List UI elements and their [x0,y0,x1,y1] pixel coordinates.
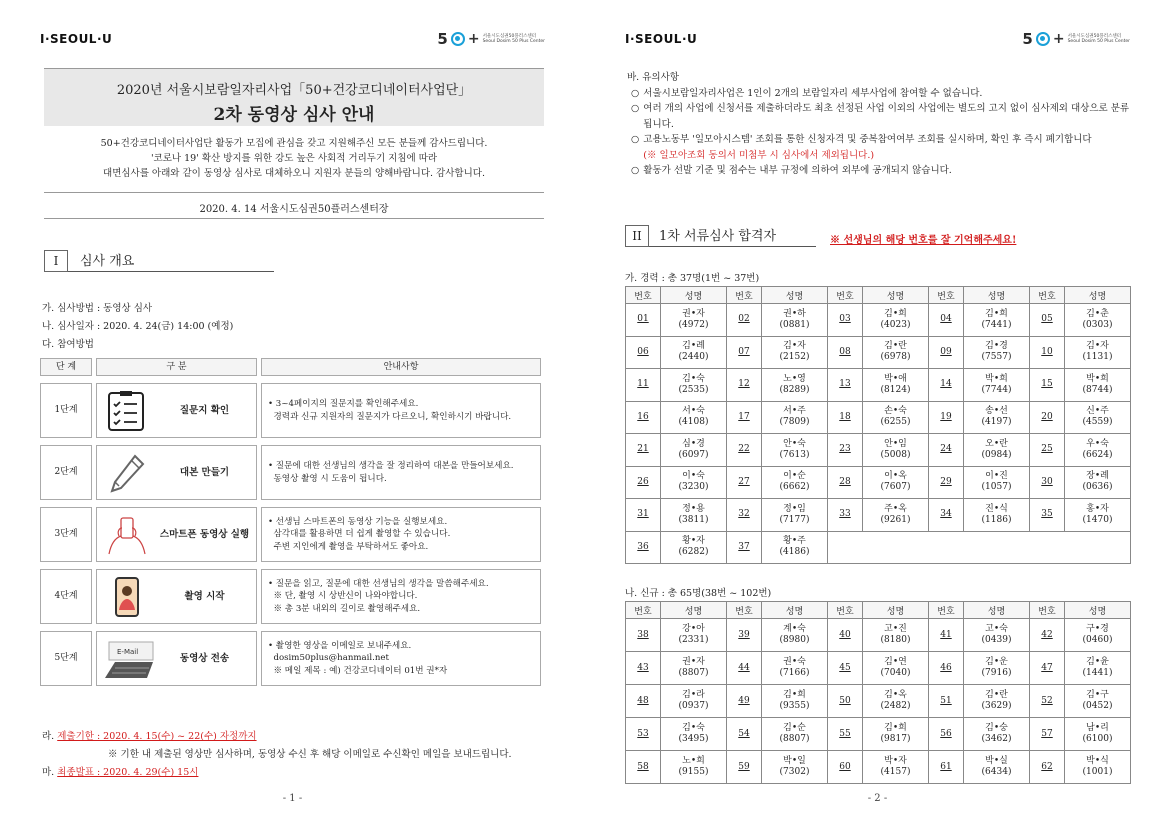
applicant-number: 44 [727,652,762,685]
notes-section: 바. 유의사항 ○ 서울시보람일자리사업은 1인이 2개의 보람일자리 세부사업에 참여할 수 없습니다. ○ 여러 개의 사업에 신청서를 제출하더라도 최초 선정된 사업 이외의 사업에는 별도의 고지 없이 심사제외 대상으로 분류됩니다. ○ 고용노동부 '일모아시스템' 조회를 통한 신청자격 및 중복참여여부 조회를 실시하며, 확인 후 즉시 폐기합니다 (※ 일모아조회 동의서 미첨부 시 심사에서 제외됩니다.) ○ 활동가 선발 기준 및 점수는 내부 규정에 의하여 외부에 공개되지 않습니다. [627,70,1137,179]
applicant-number: 28 [828,466,863,499]
applicant-name: 김•희 (9355) [762,685,828,718]
column-header: 번호 [1030,602,1065,619]
step-row: 5단계 E-Mail 동영상 전송 • 촬영한 영상을 이메일로 보내주세요. dosim50plus@hanmail.net ※ 메일 제목 : 예) 건강코디네이터 01번 권*자 [40,631,546,686]
applicant-number: 17 [727,401,762,434]
applicant-name: 김•자 (2152) [762,336,828,369]
column-header: 번호 [929,287,964,304]
table-row [626,499,1131,532]
table-row [626,466,1131,499]
applicant-number: 34 [929,499,964,532]
email-keyboard-icon [103,638,157,680]
applicant-number: 59 [727,751,762,784]
applicant-number: 22 [727,434,762,467]
phone-person-icon [105,576,149,618]
step-row: 2단계 대본 만들기 • 질문에 대한 선생님의 생각을 잘 정리하여 대본을 만들어보세요. 동영상 촬영 시 도움이 됩니다. [40,445,546,500]
column-header: 성명 [661,287,727,304]
applicant-number: 19 [929,401,964,434]
applicant-name: 김•구 (0452) [1065,685,1131,718]
column-header: 성명 [762,287,828,304]
applicant-number: 04 [929,304,964,337]
center-logo: 5 + 서울시도심권50플러스센터 Seoul Dosim 50 Plus Center [1022,30,1130,48]
applicant-name: 박•희 (8744) [1065,369,1131,402]
applicant-name: 박•일 (7302) [762,751,828,784]
final-line: 마. 최종발표 : 2020. 4. 29(수) 15시 [42,767,199,778]
applicant-name: 김•순 (8807) [762,718,828,751]
applicant-name: 신•주 (4559) [1065,401,1131,434]
date-line-2: 나. 심사일자 : 2020. 4. 24(금) 14:00 (예정) [42,321,234,332]
doc-title-2: 2차 동영상 심사 안내 [213,105,375,125]
join-line: 다. 참여방법 [42,339,94,350]
table-row [626,304,1131,337]
applicant-name: 이•순 (6662) [762,466,828,499]
applicant-number: 41 [929,619,964,652]
table-row [626,619,1131,652]
applicant-name: 정•용 (3811) [661,499,727,532]
applicant-name: 황•자 (6282) [661,531,727,564]
note-item: ○ 고용노동부 '일모아시스템' 조회를 통한 신청자격 및 중복참여여부 조회를 실시하며, 확인 후 즉시 폐기합니다 (※ 일모아조회 동의서 미첨부 시 심사에서 제외됩니다.) [631,134,1092,161]
applicant-number: 03 [828,304,863,337]
applicant-number: 14 [929,369,964,402]
applicant-name: 김•희 (4023) [863,304,929,337]
table-row [626,434,1131,467]
applicant-name: 진•식 (1186) [964,499,1030,532]
applicant-name: 김•란 (3629) [964,685,1030,718]
step-row: 4단계 촬영 시작 • 질문을 읽고, 질문에 대한 선생님의 생각을 말씀해주세요. ※ 단, 촬영 시 상반신이 나와야합니다. ※ 총 3분 내외의 길이로 촬영해주세요. [40,569,546,624]
step-row: 1단계 질문지 확인 • 3~4페이지의 질문지를 확인해주세요. 경력과 신규 지원자의 질문지가 다르오니, 확인하시기 바랍니다. [40,383,546,438]
column-header: 성명 [964,602,1030,619]
table-row [626,401,1131,434]
applicant-name: 김•희 (7441) [964,304,1030,337]
applicant-name: 박•희 (7744) [964,369,1030,402]
column-header: 번호 [727,287,762,304]
applicant-name: 김•운 (7916) [964,652,1030,685]
applicant-name: 이•숙 (3230) [661,466,727,499]
applicant-name: 박•식 (1001) [1065,751,1131,784]
column-header: 성명 [1065,602,1131,619]
applicant-number: 21 [626,434,661,467]
applicant-number: 48 [626,685,661,718]
date-line: 2020. 4. 14 서울시도심권50플러스센터장 [199,204,389,215]
intro-text: 50+건강코디네이터사업단 활동가 모집에 관심을 갖고 지원해주신 모든 분들께 감사드립니다. '코로나 19' 확산 방지를 위한 강도 높은 사회적 거리두기 지침에 따라 대면심사를 아래와 같이 동영상 심사로 대체하오니 지원자 분들의 양해바랍니다. 감사합니다. [100,138,488,179]
applicant-number: 29 [929,466,964,499]
applicant-name: 김•숙 (2535) [661,369,727,402]
empty-cell [828,531,1131,564]
page-header [40,30,545,50]
applicant-name: 주•옥 (9261) [863,499,929,532]
applicant-number: 30 [1030,466,1065,499]
column-header: 번호 [929,602,964,619]
applicant-name: 김•라 (0937) [661,685,727,718]
deadline-note: ※ 기한 내 제출된 영상만 심사하며, 동영상 수신 후 해당 이메일로 수신확인 메일을 보내드립니다. [108,749,512,760]
applicant-number: 10 [1030,336,1065,369]
applicant-number: 35 [1030,499,1065,532]
applicant-number: 24 [929,434,964,467]
pencil-icon [105,452,149,494]
group-b-label: 나. 신규 : 총 65명(38번 ~ 102번) [625,588,772,599]
applicant-number: 55 [828,718,863,751]
applicant-name: 김•란 (6978) [863,336,929,369]
column-header: 번호 [1030,287,1065,304]
applicant-name: 송•선 (4197) [964,401,1030,434]
applicant-number: 13 [828,369,863,402]
applicant-name: 황•주 (4186) [762,531,828,564]
page-header [625,30,1130,50]
divider [44,218,544,219]
applicant-number: 38 [626,619,661,652]
applicant-number: 49 [727,685,762,718]
applicant-number: 06 [626,336,661,369]
applicant-number: 46 [929,652,964,685]
note-item: ○ 서울시보람일자리사업은 1인이 2개의 보람일자리 세부사업에 참여할 수 없습니다. [631,87,983,99]
applicant-name: 김•희 (9817) [863,718,929,751]
table-row [626,685,1131,718]
applicant-name: 안•숙 (7613) [762,434,828,467]
page-number: - 2 - [867,793,888,804]
applicant-name: 노•희 (9155) [661,751,727,784]
applicant-number: 47 [1030,652,1065,685]
applicant-number: 51 [929,685,964,718]
applicant-number: 58 [626,751,661,784]
applicant-number: 05 [1030,304,1065,337]
table-row [626,652,1131,685]
applicant-name: 권•하 (0881) [762,304,828,337]
applicant-name: 오•란 (0984) [964,434,1030,467]
applicant-name: 계•숙 (8980) [762,619,828,652]
applicant-number: 37 [727,531,762,564]
applicant-number: 02 [727,304,762,337]
column-header: 성명 [863,287,929,304]
column-header: 성명 [1065,287,1131,304]
applicant-name: 박•자 (4157) [863,751,929,784]
applicant-name: 손•숙 (6255) [863,401,929,434]
table-row [626,751,1131,784]
column-header: 성명 [964,287,1030,304]
note-item: ○ 활동가 선발 기준 및 점수는 내부 규정에 의하여 외부에 공개되지 않습니다. [631,165,952,176]
applicant-number: 32 [727,499,762,532]
applicant-name: 서•주 (7809) [762,401,828,434]
applicant-name: 우•숙 (6624) [1065,434,1131,467]
svg-text:E-Mail: E-Mail [117,648,139,656]
applicant-number: 26 [626,466,661,499]
smartphone-hands-icon [105,514,149,556]
center-logo: 5 + 서울시도심권50플러스센터 Seoul Dosim 50 Plus Center [437,30,545,48]
section-heading-1: I 심사 개요 [44,250,274,272]
divider [44,192,544,193]
iseoulu-logo: I·SEOUL·U [40,32,113,46]
table-row [626,718,1131,751]
column-header: 번호 [626,602,661,619]
circle-logo-icon [1036,32,1050,46]
table-row [626,336,1131,369]
applicant-name: 김•윤 (1441) [1065,652,1131,685]
remember-note: ※ 선생님의 해당 번호를 잘 기억해주세요! [830,235,1017,246]
applicant-name: 권•자 (4972) [661,304,727,337]
group-a-table [625,286,1131,564]
section-heading-2: II 1차 서류심사 합격자 ※ 선생님의 해당 번호를 잘 기억해주세요! [625,225,1016,247]
applicant-number: 45 [828,652,863,685]
applicant-name: 이•옥 (7607) [863,466,929,499]
applicant-number: 08 [828,336,863,369]
applicant-number: 12 [727,369,762,402]
applicant-name: 김•춘 (0303) [1065,304,1131,337]
applicant-number: 09 [929,336,964,369]
applicant-name: 심•경 (6097) [661,434,727,467]
applicant-name: 구•경 (0460) [1065,619,1131,652]
column-header: 번호 [828,602,863,619]
applicant-name: 김•숭 (3462) [964,718,1030,751]
page-number: - 1 - [282,793,303,804]
applicant-number: 62 [1030,751,1065,784]
applicant-number: 25 [1030,434,1065,467]
applicant-number: 53 [626,718,661,751]
applicant-number: 16 [626,401,661,434]
steps-header: 단 계 구 분 안내사항 [40,358,546,376]
checklist-icon [105,390,149,432]
group-a-label: 가. 경력 : 총 37명(1번 ~ 37번) [625,273,760,284]
applicant-number: 23 [828,434,863,467]
applicant-name: 권•자 (8807) [661,652,727,685]
applicant-number: 36 [626,531,661,564]
table-header-row [626,287,1131,304]
column-header: 성명 [863,602,929,619]
applicant-name: 장•례 (0636) [1065,466,1131,499]
step-row: 3단계 스마트폰 동영상 실행 • 선생님 스마트폰의 동영상 기능을 실행보세요. 삼각대를 활용하면 더 쉽게 촬영할 수 있습니다. 주변 지인에게 촬영을 부탁하셔도 좋아요. [40,507,546,562]
column-header: 번호 [626,287,661,304]
applicant-number: 60 [828,751,863,784]
applicant-number: 43 [626,652,661,685]
doc-title-1: 2020년 서울시보람일자리사업「50+건강코디네이터사업단」 [116,83,472,98]
table-header-row [626,602,1131,619]
applicant-number: 50 [828,685,863,718]
applicant-name: 강•아 (2331) [661,619,727,652]
applicant-name: 이•진 (1057) [964,466,1030,499]
column-header: 번호 [727,602,762,619]
applicant-name: 정•임 (7177) [762,499,828,532]
applicant-name: 김•경 (7557) [964,336,1030,369]
column-header: 번호 [828,287,863,304]
page-2 [585,0,1170,827]
applicant-name: 서•숙 (4108) [661,401,727,434]
applicant-name: 김•숙 (3495) [661,718,727,751]
applicant-number: 33 [828,499,863,532]
applicant-number: 42 [1030,619,1065,652]
group-b-table [625,601,1131,784]
applicant-number: 11 [626,369,661,402]
applicant-number: 52 [1030,685,1065,718]
applicant-name: 홍•자 (1470) [1065,499,1131,532]
applicant-name: 김•옥 (2482) [863,685,929,718]
column-header: 성명 [762,602,828,619]
applicant-number: 31 [626,499,661,532]
method-line: 가. 심사방법 : 동영상 심사 [42,303,153,314]
applicant-number: 39 [727,619,762,652]
circle-logo-icon [451,32,465,46]
applicant-name: 노•영 (8289) [762,369,828,402]
title-box [44,68,544,126]
applicant-number: 18 [828,401,863,434]
applicant-name: 김•례 (2440) [661,336,727,369]
applicant-number: 20 [1030,401,1065,434]
applicant-number: 54 [727,718,762,751]
applicant-name: 김•자 (1131) [1065,336,1131,369]
applicant-name: 안•임 (5008) [863,434,929,467]
applicant-name: 고•진 (8180) [863,619,929,652]
deadline-line: 라. 제출기한 : 2020. 4. 15(수) ~ 22(수) 자정까지 [42,731,257,742]
applicant-name: 고•숙 (0439) [964,619,1030,652]
applicant-number: 56 [929,718,964,751]
applicant-name: 권•숙 (7166) [762,652,828,685]
applicant-name: 박•애 (8124) [863,369,929,402]
column-header: 성명 [661,602,727,619]
applicant-number: 01 [626,304,661,337]
table-row [626,369,1131,402]
applicant-name: 박•실 (6434) [964,751,1030,784]
applicant-name: 김•연 (7040) [863,652,929,685]
applicant-number: 57 [1030,718,1065,751]
applicant-name: 남•리 (6100) [1065,718,1131,751]
applicant-number: 61 [929,751,964,784]
applicant-number: 07 [727,336,762,369]
steps-table [40,358,546,686]
applicant-number: 27 [727,466,762,499]
table-row [626,531,1131,564]
note-item: ○ 여러 개의 사업에 신청서를 제출하더라도 최초 선정된 사업 이외의 사업에는 별도의 고지 없이 심사제외 대상으로 분류됩니다. [631,103,1130,130]
applicant-number: 15 [1030,369,1065,402]
applicant-number: 40 [828,619,863,652]
iseoulu-logo: I·SEOUL·U [625,32,698,46]
